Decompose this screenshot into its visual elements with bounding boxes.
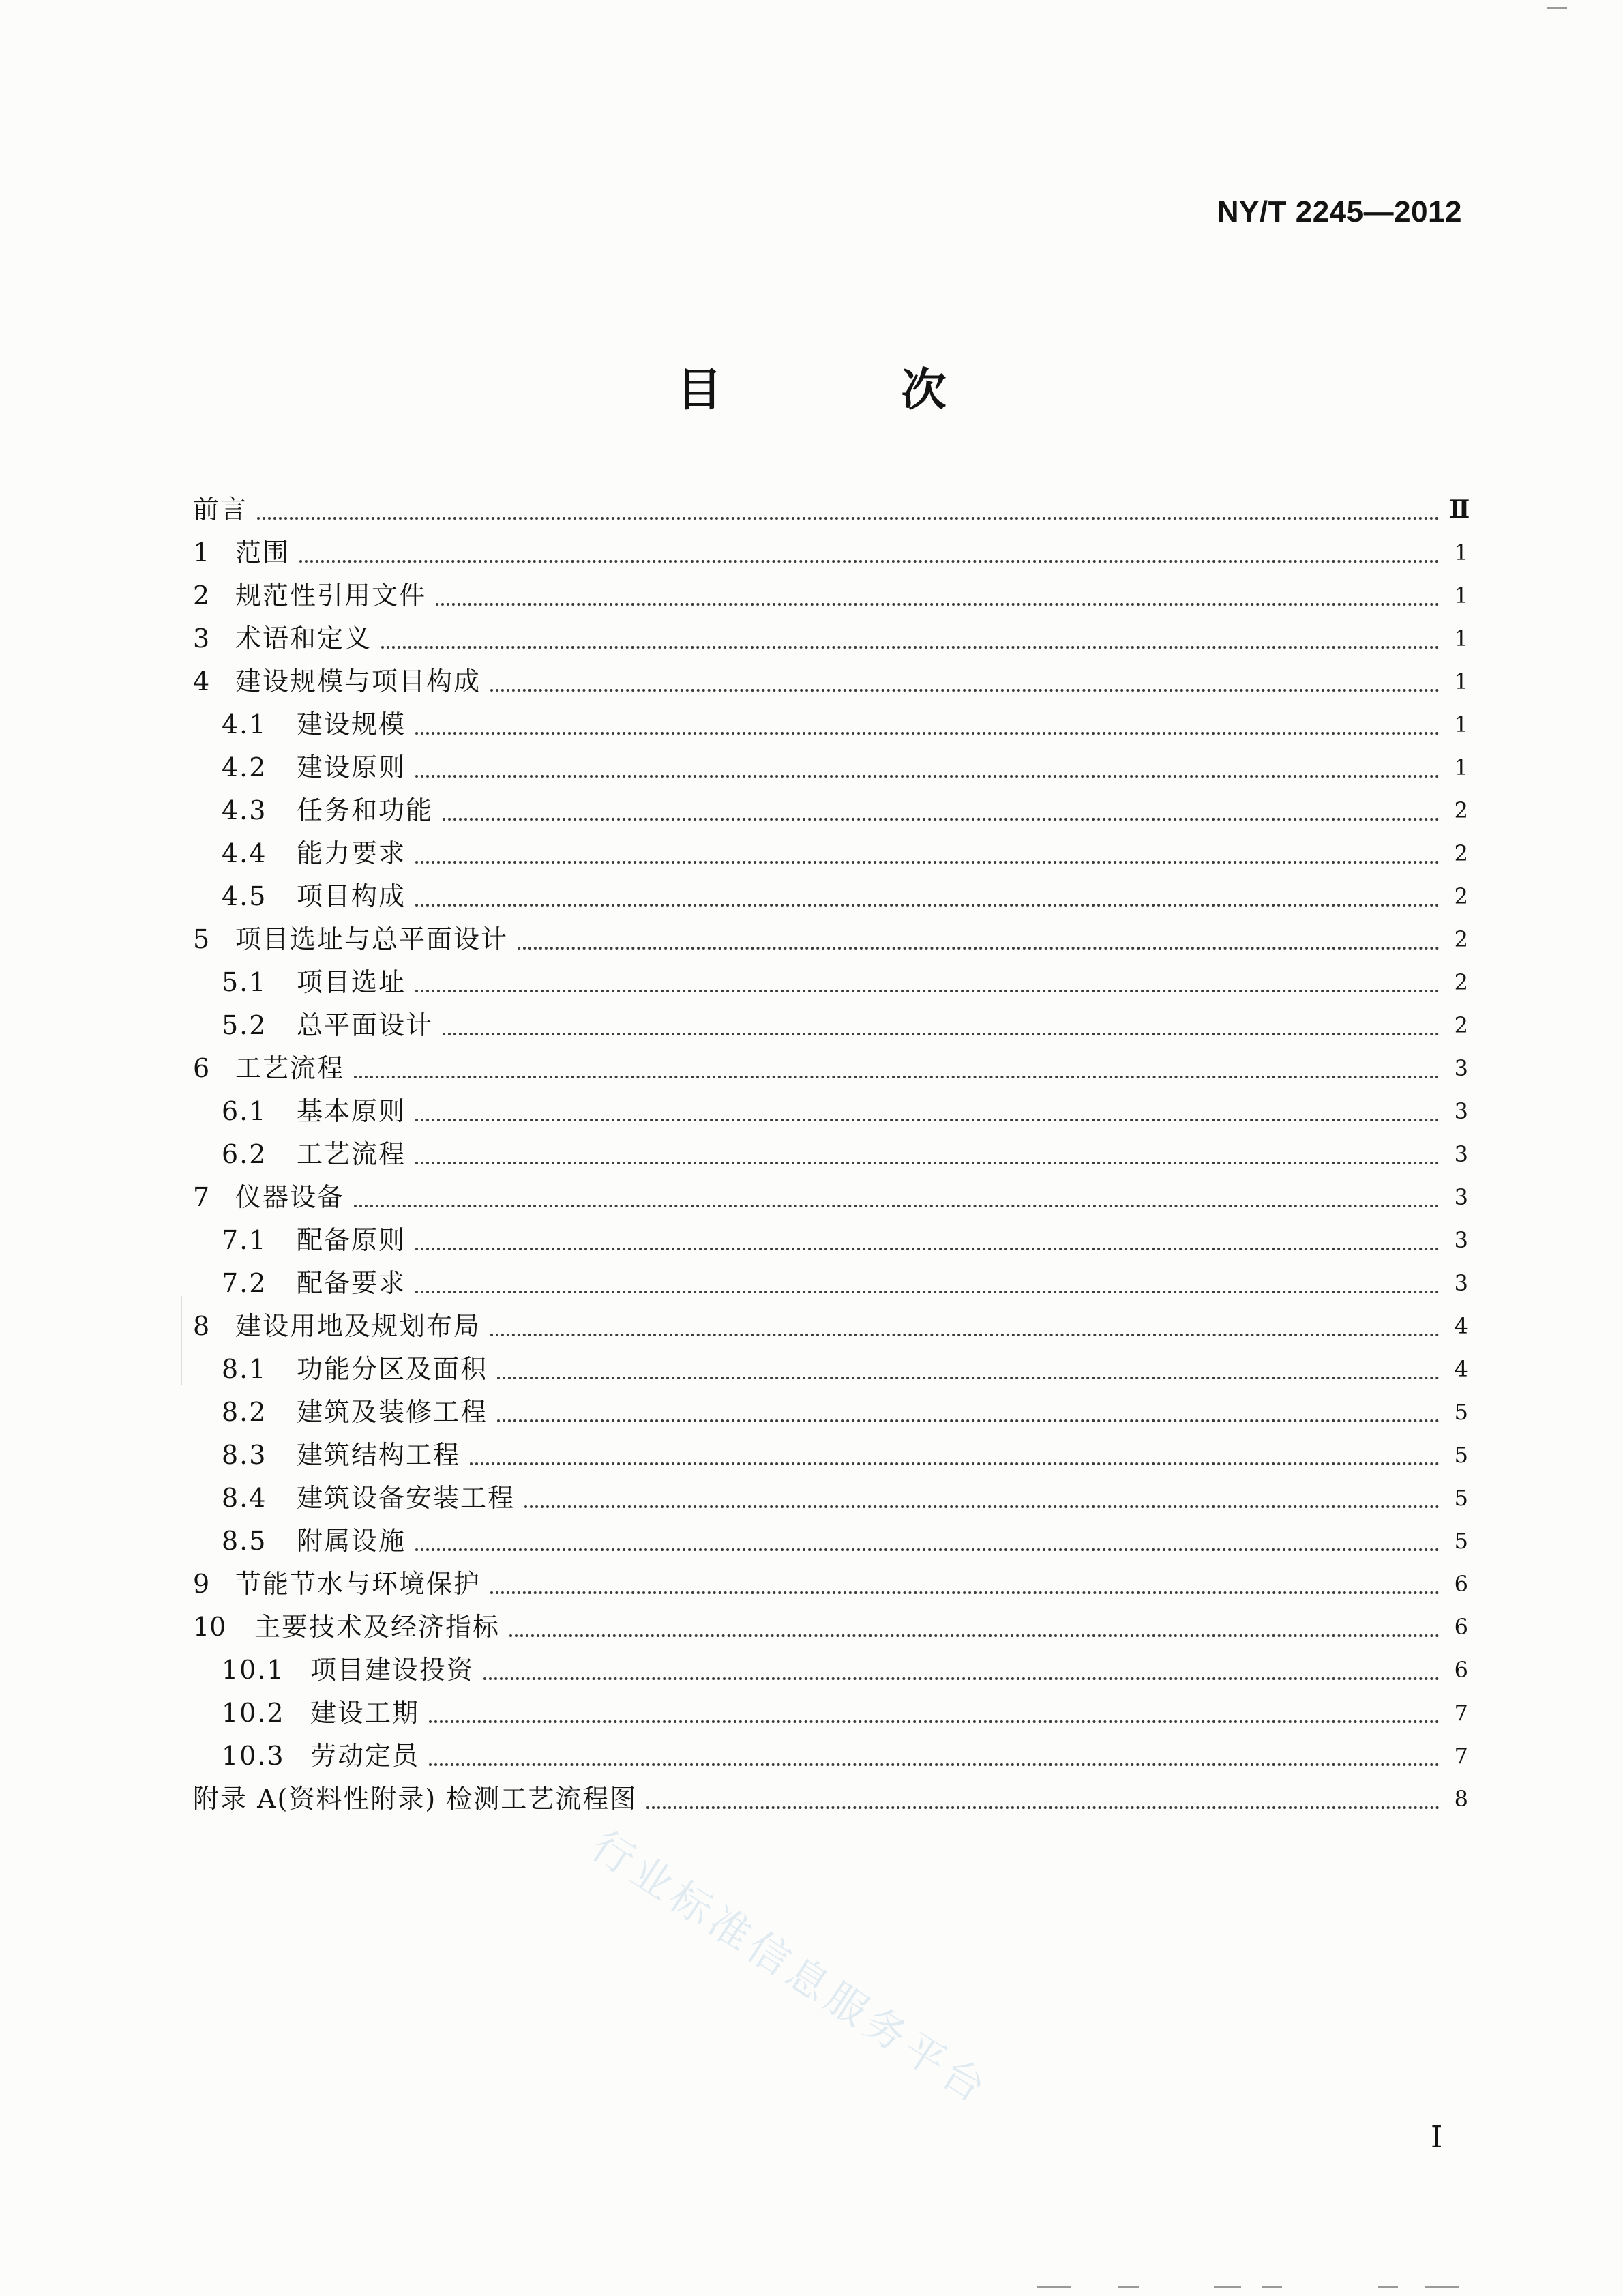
toc-entry-label: 前言 xyxy=(193,495,248,525)
toc-entry-number: 10 xyxy=(193,1612,226,1642)
toc-leader-dots xyxy=(354,1204,1440,1207)
toc-leader-dots xyxy=(497,1419,1440,1422)
toc-entry-label: 配备要求 xyxy=(297,1268,406,1298)
toc-leader-dots xyxy=(415,1161,1440,1164)
toc-entry[interactable] xyxy=(193,915,1468,958)
toc-leader-dots xyxy=(490,1591,1440,1594)
toc-entry-label: 任务和功能 xyxy=(297,795,434,825)
toc-entry[interactable] xyxy=(193,1646,1468,1689)
page-number: I xyxy=(1431,2120,1443,2155)
toc-entry[interactable] xyxy=(193,1560,1468,1603)
toc-entry-page: 5 xyxy=(1454,1399,1468,1425)
toc-entry[interactable] xyxy=(193,744,1468,786)
toc-entry-page: 3 xyxy=(1454,1055,1468,1081)
toc-entry-label: 附属设施 xyxy=(297,1526,406,1556)
toc-entry-page: 5 xyxy=(1454,1442,1468,1468)
toc-leader-dots xyxy=(381,645,1440,649)
toc-entry-number: 6.2 xyxy=(222,1139,267,1169)
toc-entry-page: 1 xyxy=(1454,540,1468,565)
toc-entry[interactable] xyxy=(193,1216,1468,1259)
toc-entry-label: 项目选址与总平面设计 xyxy=(235,924,509,954)
toc-entry-number: 9 xyxy=(193,1569,210,1599)
toc-entry-page: 1 xyxy=(1454,668,1468,694)
toc-entry-label: 项目选址 xyxy=(297,967,406,997)
toc-entry[interactable] xyxy=(193,701,1468,744)
toc-leader-dots xyxy=(490,1333,1440,1336)
toc-entry-page: 3 xyxy=(1454,1098,1468,1124)
toc-entry-label: 建筑设备安装工程 xyxy=(297,1483,516,1513)
watermark: 行业标准信息服务平台 xyxy=(582,1821,998,2115)
toc-entry-label: 总平面设计 xyxy=(297,1010,434,1040)
toc-entry[interactable] xyxy=(193,1001,1468,1044)
toc-entry-number: 8.1 xyxy=(222,1354,267,1384)
toc-entry-number: 7.1 xyxy=(222,1225,267,1255)
toc-entry-label: 附录 A(资料性附录) 检测工艺流程图 xyxy=(193,1784,638,1814)
page-title: 目 次 xyxy=(676,363,1028,416)
toc-entry-page: 1 xyxy=(1454,754,1468,780)
toc-entry-page: 3 xyxy=(1454,1184,1468,1210)
toc-entry-page: 3 xyxy=(1454,1227,1468,1253)
toc-entry[interactable] xyxy=(193,872,1468,915)
toc-entry[interactable] xyxy=(193,1732,1468,1775)
toc-entry-page: 2 xyxy=(1454,1012,1468,1038)
toc-entry-label: 建设工期 xyxy=(310,1698,420,1728)
toc-entry-page: 6 xyxy=(1454,1571,1468,1597)
toc-entry-number: 10.1 xyxy=(222,1655,285,1685)
toc-entry-label: 配备原则 xyxy=(297,1225,406,1255)
toc-entry-label: 基本原则 xyxy=(297,1096,406,1126)
table-of-contents xyxy=(193,486,1468,1818)
toc-entry-number: 7.2 xyxy=(222,1268,267,1298)
toc-entry-page: 2 xyxy=(1454,797,1468,823)
toc-entry[interactable] xyxy=(193,1044,1468,1087)
toc-entry-label: 规范性引用文件 xyxy=(235,580,427,610)
toc-entry-label: 工艺流程 xyxy=(297,1139,406,1169)
toc-entry[interactable] xyxy=(193,1388,1468,1431)
toc-entry[interactable] xyxy=(193,658,1468,701)
toc-entry-page: 7 xyxy=(1454,1743,1468,1769)
toc-entry[interactable] xyxy=(193,572,1468,615)
toc-entry[interactable] xyxy=(193,1259,1468,1302)
toc-entry-label: 主要技术及经济指标 xyxy=(254,1612,501,1642)
toc-entry-label: 能力要求 xyxy=(297,838,406,868)
toc-entry-number: 4.4 xyxy=(222,838,267,868)
toc-entry-number: 5 xyxy=(193,924,210,954)
toc-entry-number: 6.1 xyxy=(222,1096,267,1126)
toc-leader-dots xyxy=(415,1290,1440,1293)
toc-entry-page: 6 xyxy=(1454,1657,1468,1683)
toc-entry-page: 6 xyxy=(1454,1614,1468,1640)
toc-leader-dots xyxy=(415,989,1440,992)
toc-leader-dots xyxy=(415,774,1440,778)
toc-entry[interactable] xyxy=(193,1431,1468,1474)
toc-entry-page: 3 xyxy=(1454,1270,1468,1296)
scan-artifact-line xyxy=(181,1296,182,1385)
toc-entry-page: 2 xyxy=(1454,969,1468,995)
toc-entry[interactable] xyxy=(193,958,1468,1001)
toc-entry-number: 1 xyxy=(193,538,210,568)
toc-entry[interactable] xyxy=(193,1173,1468,1216)
toc-leader-dots xyxy=(415,1118,1440,1121)
toc-entry-number: 4 xyxy=(193,666,210,696)
toc-entry-page: 8 xyxy=(1454,1786,1468,1812)
toc-entry-label: 功能分区及面积 xyxy=(297,1354,488,1384)
toc-leader-dots xyxy=(509,1634,1440,1637)
toc-entry[interactable] xyxy=(193,1474,1468,1517)
toc-entry-page: Ⅱ xyxy=(1449,495,1470,524)
toc-entry-number: 10.3 xyxy=(222,1741,285,1771)
toc-entry-page: 3 xyxy=(1454,1141,1468,1167)
toc-leader-dots xyxy=(415,860,1440,864)
toc-entry-page: 2 xyxy=(1454,926,1468,952)
toc-entry[interactable] xyxy=(193,615,1468,658)
toc-entry-number: 8.4 xyxy=(222,1483,267,1513)
toc-entry-number: 3 xyxy=(193,623,210,653)
toc-entry-page: 1 xyxy=(1454,583,1468,608)
toc-entry-label: 节能节水与环境保护 xyxy=(235,1569,481,1599)
toc-entry-number: 2 xyxy=(193,580,210,610)
toc-entry-label: 建筑结构工程 xyxy=(297,1440,461,1470)
toc-entry-page: 1 xyxy=(1454,711,1468,737)
toc-leader-dots xyxy=(518,946,1440,950)
toc-leader-dots xyxy=(490,688,1440,692)
toc-leader-dots xyxy=(429,1763,1440,1766)
toc-entry-number: 6 xyxy=(193,1053,210,1083)
scan-edge-mark xyxy=(1547,7,1567,9)
toc-leader-dots xyxy=(524,1505,1440,1508)
toc-leader-dots xyxy=(415,1247,1440,1250)
toc-entry[interactable] xyxy=(193,829,1468,872)
toc-entry[interactable] xyxy=(193,786,1468,829)
toc-entry-number: 4.2 xyxy=(222,752,267,782)
scan-edge-mark xyxy=(1262,2286,1282,2288)
toc-entry-page: 4 xyxy=(1454,1313,1468,1339)
toc-entry-label: 劳动定员 xyxy=(310,1741,420,1771)
scan-edge-mark xyxy=(1037,2286,1071,2288)
toc-entry-number: 8 xyxy=(193,1311,210,1341)
scan-edge-mark xyxy=(1425,2286,1459,2288)
toc-entry-number: 8.5 xyxy=(222,1526,267,1556)
toc-leader-dots xyxy=(470,1462,1440,1465)
toc-entry-label: 范围 xyxy=(235,538,291,568)
toc-entry-number: 4.3 xyxy=(222,795,267,825)
toc-leader-dots xyxy=(497,1376,1440,1379)
toc-entry-page: 4 xyxy=(1454,1356,1468,1382)
toc-leader-dots xyxy=(415,903,1440,907)
toc-leader-dots xyxy=(646,1806,1440,1809)
toc-leader-dots xyxy=(436,602,1440,606)
toc-entry-label: 建设规模 xyxy=(297,709,406,739)
toc-entry[interactable] xyxy=(193,1345,1468,1388)
toc-entry[interactable] xyxy=(193,1775,1468,1818)
toc-entry-number: 10.2 xyxy=(222,1698,285,1728)
toc-entry-page: 5 xyxy=(1454,1528,1468,1554)
toc-entry-page: 5 xyxy=(1454,1485,1468,1511)
toc-leader-dots xyxy=(429,1720,1440,1723)
toc-entry-page: 1 xyxy=(1454,625,1468,651)
toc-leader-dots xyxy=(354,1075,1440,1078)
toc-entry-label: 建筑及装修工程 xyxy=(297,1397,488,1427)
toc-entry-label: 建设规模与项目构成 xyxy=(235,666,481,696)
toc-entry[interactable] xyxy=(193,1603,1468,1646)
scan-edge-mark xyxy=(1214,2286,1241,2288)
toc-entry-label: 工艺流程 xyxy=(235,1053,345,1083)
toc-entry-page: 2 xyxy=(1454,840,1468,866)
scan-edge-mark xyxy=(1118,2286,1139,2288)
toc-entry[interactable] xyxy=(193,1130,1468,1173)
toc-entry[interactable] xyxy=(193,1517,1468,1560)
toc-entry-page: 7 xyxy=(1454,1700,1468,1726)
toc-entry[interactable] xyxy=(193,1689,1468,1732)
toc-leader-dots xyxy=(415,1548,1440,1551)
toc-entry-label: 项目建设投资 xyxy=(310,1655,475,1685)
toc-entry-number: 4.5 xyxy=(222,881,267,911)
toc-leader-dots xyxy=(443,1032,1440,1035)
standard-code: NY/T 2245—2012 xyxy=(1217,195,1462,229)
toc-leader-dots xyxy=(257,516,1440,520)
toc-entry[interactable] xyxy=(193,486,1468,529)
toc-leader-dots xyxy=(299,559,1440,563)
toc-entry-label: 建设原则 xyxy=(297,752,406,782)
toc-entry-label: 仪器设备 xyxy=(235,1182,345,1212)
scan-edge-mark xyxy=(1378,2286,1398,2288)
toc-leader-dots xyxy=(483,1677,1440,1680)
toc-entry-label: 术语和定义 xyxy=(235,623,372,653)
toc-entry[interactable] xyxy=(193,1302,1468,1345)
toc-entry-number: 8.2 xyxy=(222,1397,267,1427)
toc-entry-number: 7 xyxy=(193,1182,210,1212)
toc-entry[interactable] xyxy=(193,1087,1468,1130)
toc-leader-dots xyxy=(443,817,1440,821)
toc-entry-number: 5.2 xyxy=(222,1010,267,1040)
toc-entry-label: 建设用地及规划布局 xyxy=(235,1311,481,1341)
toc-entry-label: 项目构成 xyxy=(297,881,406,911)
toc-leader-dots xyxy=(415,731,1440,735)
toc-entry-number: 5.1 xyxy=(222,967,267,997)
toc-entry-number: 4.1 xyxy=(222,709,267,739)
toc-entry-number: 8.3 xyxy=(222,1440,267,1470)
toc-entry[interactable] xyxy=(193,529,1468,572)
toc-entry-page: 2 xyxy=(1454,883,1468,909)
